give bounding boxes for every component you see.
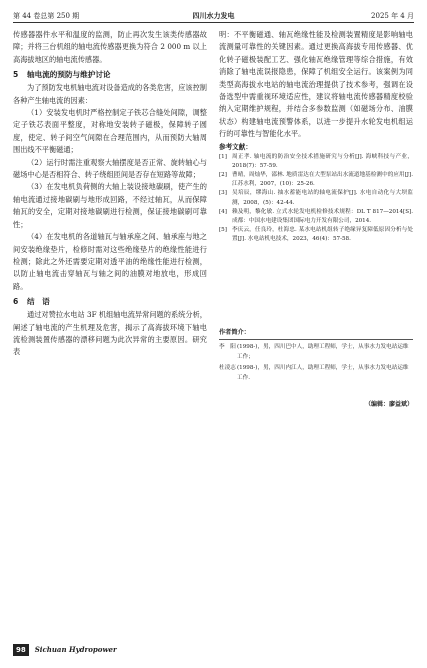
reference-item xyxy=(219,208,413,226)
reference-number: [1] xyxy=(219,153,227,160)
page-number: 98 xyxy=(13,644,29,656)
reference-text: 赖及明，黎化敏. 立式水轮发电机检修技术规程：DL T 817—2014[S]. 成都：中国水电建设集团国际电力开发有限公司，2014. xyxy=(232,208,413,225)
reference-number: [3] xyxy=(219,190,227,197)
author-divider xyxy=(219,339,413,340)
paragraph: 通过对赞拉水电站 3F 机组轴电流异常问题的系统分析，阐述了轴电流的产生机理及危害，揭示了高海拔环境下轴电流检测装置传感器的漂移问题为此次异常的主要原因。研究表 xyxy=(13,310,207,357)
reference-text: 曹晴，周灿华，邵林. 地质雷达在大型泵站出水流道地基检测中的应用[J]. 江苏水利，2007，(10)：25-26. xyxy=(232,172,413,188)
paragraph: 明：不平衡磁通、轴瓦绝缘性能及检测装置精度是影响轴电流测量可靠性的关键因素。通过更换高海拔专用传感器、优化转子磁极装配工艺、强化轴瓦绝缘管理等综合措施，有效消除了轴电流误报隐患，保障了机组安全运行。该案例为同类型高海拔水电站的轴电流治理提供了技术参考，强调在设备选型中需重视环境适应性，建议将轴电流传感器精度校验纳入定期维护规程，并结合多参数监测（如磁场分布、油膜状态）构建轴电流预警体系，以进一步提升水轮发电机组运行的可靠性与智能化水平。 xyxy=(219,30,413,139)
author-info xyxy=(219,328,413,385)
header-divider xyxy=(13,22,414,23)
paragraph: 传感器器件水平和温度的监测，防止再次发生该类传感器故障；并将三台机组的轴电流传感器更换为符合 2 000 m 以上高海拔地区的轴电流传感器。 xyxy=(13,30,207,64)
reference-text: 李庆云，任良玲，杜海忠. 某水电站机组转子绝缘异复障低原因分析与处置[J]. 水电站机电技术，2023，46(4)：57-58. xyxy=(232,227,413,243)
author-item xyxy=(219,364,413,383)
paragraph: （2）运行时需注重观察大轴摆度是否正常、旋转轴心与磁场中心是否相符合、转子绕组匝间是否存在短路等故障； xyxy=(13,157,207,180)
journal-name-en: Sichuan Hydropower xyxy=(34,645,117,654)
reference-number: [2] xyxy=(219,172,227,179)
author-name: 杜凌志 xyxy=(219,365,236,372)
page-footer xyxy=(13,644,117,656)
editor-note: （编辑：廖益斌） xyxy=(364,401,413,408)
section-number: 6 xyxy=(13,297,19,307)
section-heading-5 xyxy=(13,68,207,81)
author-name: 李 阳 xyxy=(219,344,236,350)
reference-item xyxy=(219,153,413,171)
left-column xyxy=(13,29,207,359)
author-info-title: 作者简介： xyxy=(219,329,250,336)
volume-issue: 第 44 卷总第 250 期 xyxy=(13,12,80,20)
author-bio: (1998-)，男，四川巴中人，助理工程师，学士，从事水力发电站运维工作； xyxy=(237,344,409,360)
references-title: 参考文献： xyxy=(219,142,252,151)
journal-title: 四川水力发电 xyxy=(192,11,235,20)
paragraph: （1）安装发电机时严格控制定子铁芯合缝处间隙，调整定子铁芯表面平整度，对称地安装转子磁极，保障转子圆度，使定、转子间空气间隙在合理范围内，从而预防大轴周围出线不平衡磁通； xyxy=(13,108,207,155)
paragraph: （4）在发电机的各道轴瓦与轴承座之间、轴承座与地之间安装绝缘垫片，检修时需对这些绝缘垫片的绝缘性能进行检测；除此之外还需要定期对透平油的绝缘性能进行检测，以防止轴电流击穿轴瓦与轴之间的油膜对地放电，形成回路。 xyxy=(13,232,207,291)
paragraph: （3）在发电机负荷侧的大轴上装设接地碳刷，使产生的轴电流通过接地碳刷与地形成回路，不经过轴瓦，从而保障轴瓦的安全，定期对接地碳刷进行检测，保证接地碳刷可靠性； xyxy=(13,182,207,229)
page-header xyxy=(13,10,414,22)
author-bio: (1998-)，男，四川内江人，助理工程师，学士，从事水力发电站运维工作. xyxy=(237,365,409,381)
author-item xyxy=(219,343,413,362)
reference-number: [5] xyxy=(219,227,227,234)
right-column xyxy=(219,29,413,245)
reference-item xyxy=(219,171,413,189)
section-number: 5 xyxy=(13,70,19,80)
reference-text: 吴培辰，缪海山. 抽水蓄能电站的轴电流保护[J]. 水电自动化与大坝监测，2008，(5)：42-44. xyxy=(232,190,413,206)
reference-text: 周正孝. 轴电流的防治安全技术措施研究与分析[J]. 海峡科技与产业，2018(7)：57-59. xyxy=(232,153,413,169)
section-heading-6 xyxy=(13,295,207,308)
issue-date: 2025 年 4 月 xyxy=(371,12,414,20)
reference-item xyxy=(219,226,413,244)
reference-number: [4] xyxy=(219,208,227,215)
section-title: 结 语 xyxy=(27,297,50,307)
reference-item xyxy=(219,189,413,207)
paragraph: 为了预防发电机轴电流对设备造成的各类危害，应该控制各种产生轴电流的因素： xyxy=(13,83,207,105)
section-title: 轴电流的预防与维护讨论 xyxy=(27,70,111,80)
